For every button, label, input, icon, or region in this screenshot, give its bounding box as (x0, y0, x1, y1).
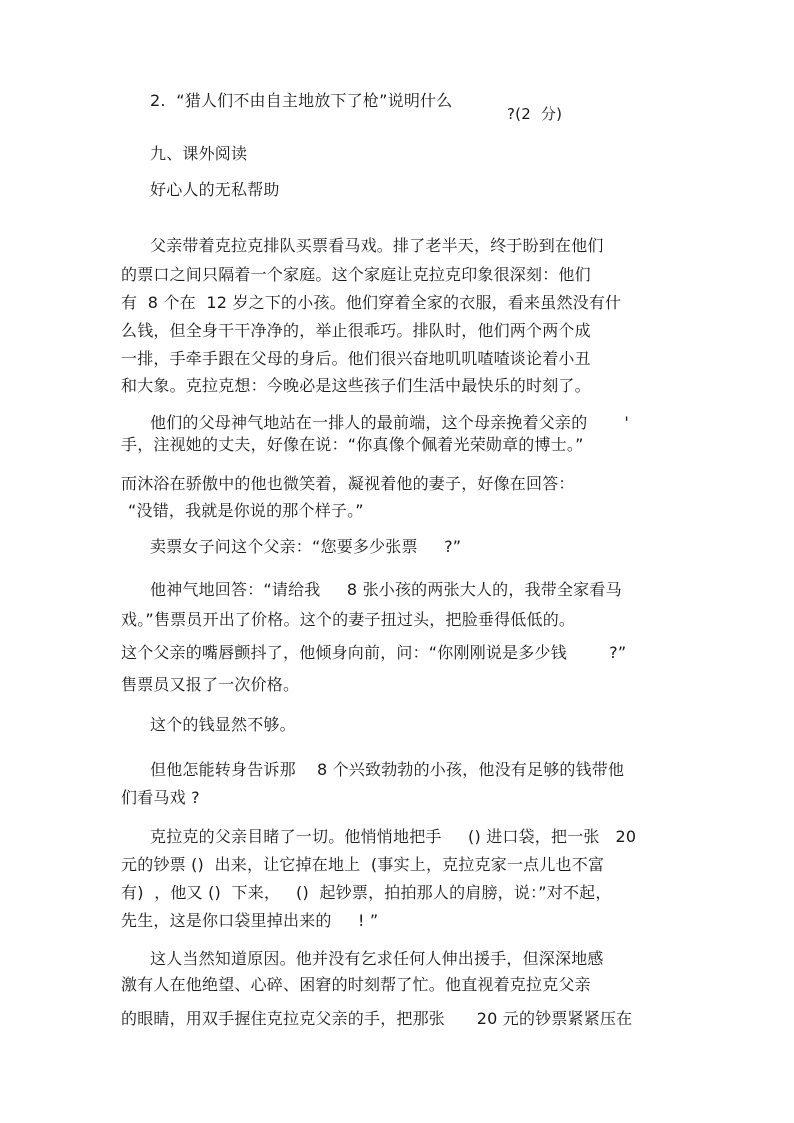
story-line: 克拉克的父亲目睹了一切。他悄悄地把手 () 进口袋，把一张 20 (150, 827, 637, 846)
question-line: 2. “猎人们不由自主地放下了枪”说明什么 (150, 91, 453, 110)
story-line: 但他怎能转身告诉那 8 个兴致勃勃的小孩，他没有足够的钱带他 (150, 760, 625, 779)
story-line: 一排，手牵手跟在父母的身后。他们很兴奋地叽叽喳喳谈论着小丑 (121, 349, 591, 368)
story-line: 们看马戏 ? (121, 788, 200, 807)
story-line: 激有人在他绝望、心碎、困窘的时刻帮了忙。他直视着克拉克父亲 (121, 975, 591, 994)
story-line: 戏。”售票员开出了价格。这个的妻子扭过头，把脸垂得低低的。 (121, 610, 576, 629)
story-line: “没错，我就是你说的那个样子。” (128, 501, 364, 520)
story-line: 而沐浴在骄傲中的他也微笑着，凝视着他的妻子，好像在回答： (121, 474, 575, 493)
story-line: 卖票女子问这个父亲：“您要多少张票 ?” (150, 537, 462, 556)
story-line: 有 8 个在 12 岁之下的小孩。他们穿着全家的衣服，看来虽然没有什 (121, 293, 622, 312)
story-line: 和大象。克拉克想：今晚必是这些孩子们生活中最快乐的时刻了。 (121, 376, 591, 395)
story-line: 这个父亲的嘴唇颤抖了，他倾身向前，问：“你刚刚说是多少钱 ?” (121, 643, 627, 662)
story-line: 有) ，他又 () 下来， () 起钞票，拍拍那人的肩膀，说：”对不起， (121, 883, 612, 902)
story-title: 好心人的无私帮助 (150, 180, 280, 199)
story-line: 么钱，但全身干干净净的，举止很乖巧。排队时，他们两个两个成 (121, 321, 591, 340)
story-line: 这个的钱显然不够。 (150, 715, 296, 734)
story-line: 他神气地回答：“请给我 8 张小孩的两张大人的，我带全家看马 (150, 580, 622, 599)
story-line: 售票员又报了一次价格。 (121, 675, 300, 694)
story-line: 他们的父母神气地站在一排人的最前端，这个母亲挽着父亲的 ' (150, 413, 630, 432)
story-line: 手，注视她的丈夫，好像在说：“你真像个佩着光荣勋章的博士。” (121, 435, 584, 454)
story-line: 元的钞票 () 出来，让它掉在地上 (事实上，克拉克家一点儿也不富 (121, 855, 605, 874)
story-line: 父亲带着克拉克排队买票看马戏。排了老半天，终于盼到在他们 (150, 236, 604, 255)
story-line: 这人当然知道原因。他并没有乞求任何人伸出援手，但深深地感 (150, 949, 604, 968)
story-line: 先生，这是你口袋里掉出来的 ! ” (121, 911, 379, 930)
section-title: 九、课外阅读 (150, 144, 248, 163)
story-line: 的票口之间只隔着一个家庭。这个家庭让克拉克印象很深刻：他们 (121, 265, 591, 284)
story-line: 的眼睛，用双手握住克拉克父亲的手，把那张 20 元的钞票紧紧压在 (121, 1009, 633, 1028)
question-score: ?(2 分) (507, 105, 563, 123)
